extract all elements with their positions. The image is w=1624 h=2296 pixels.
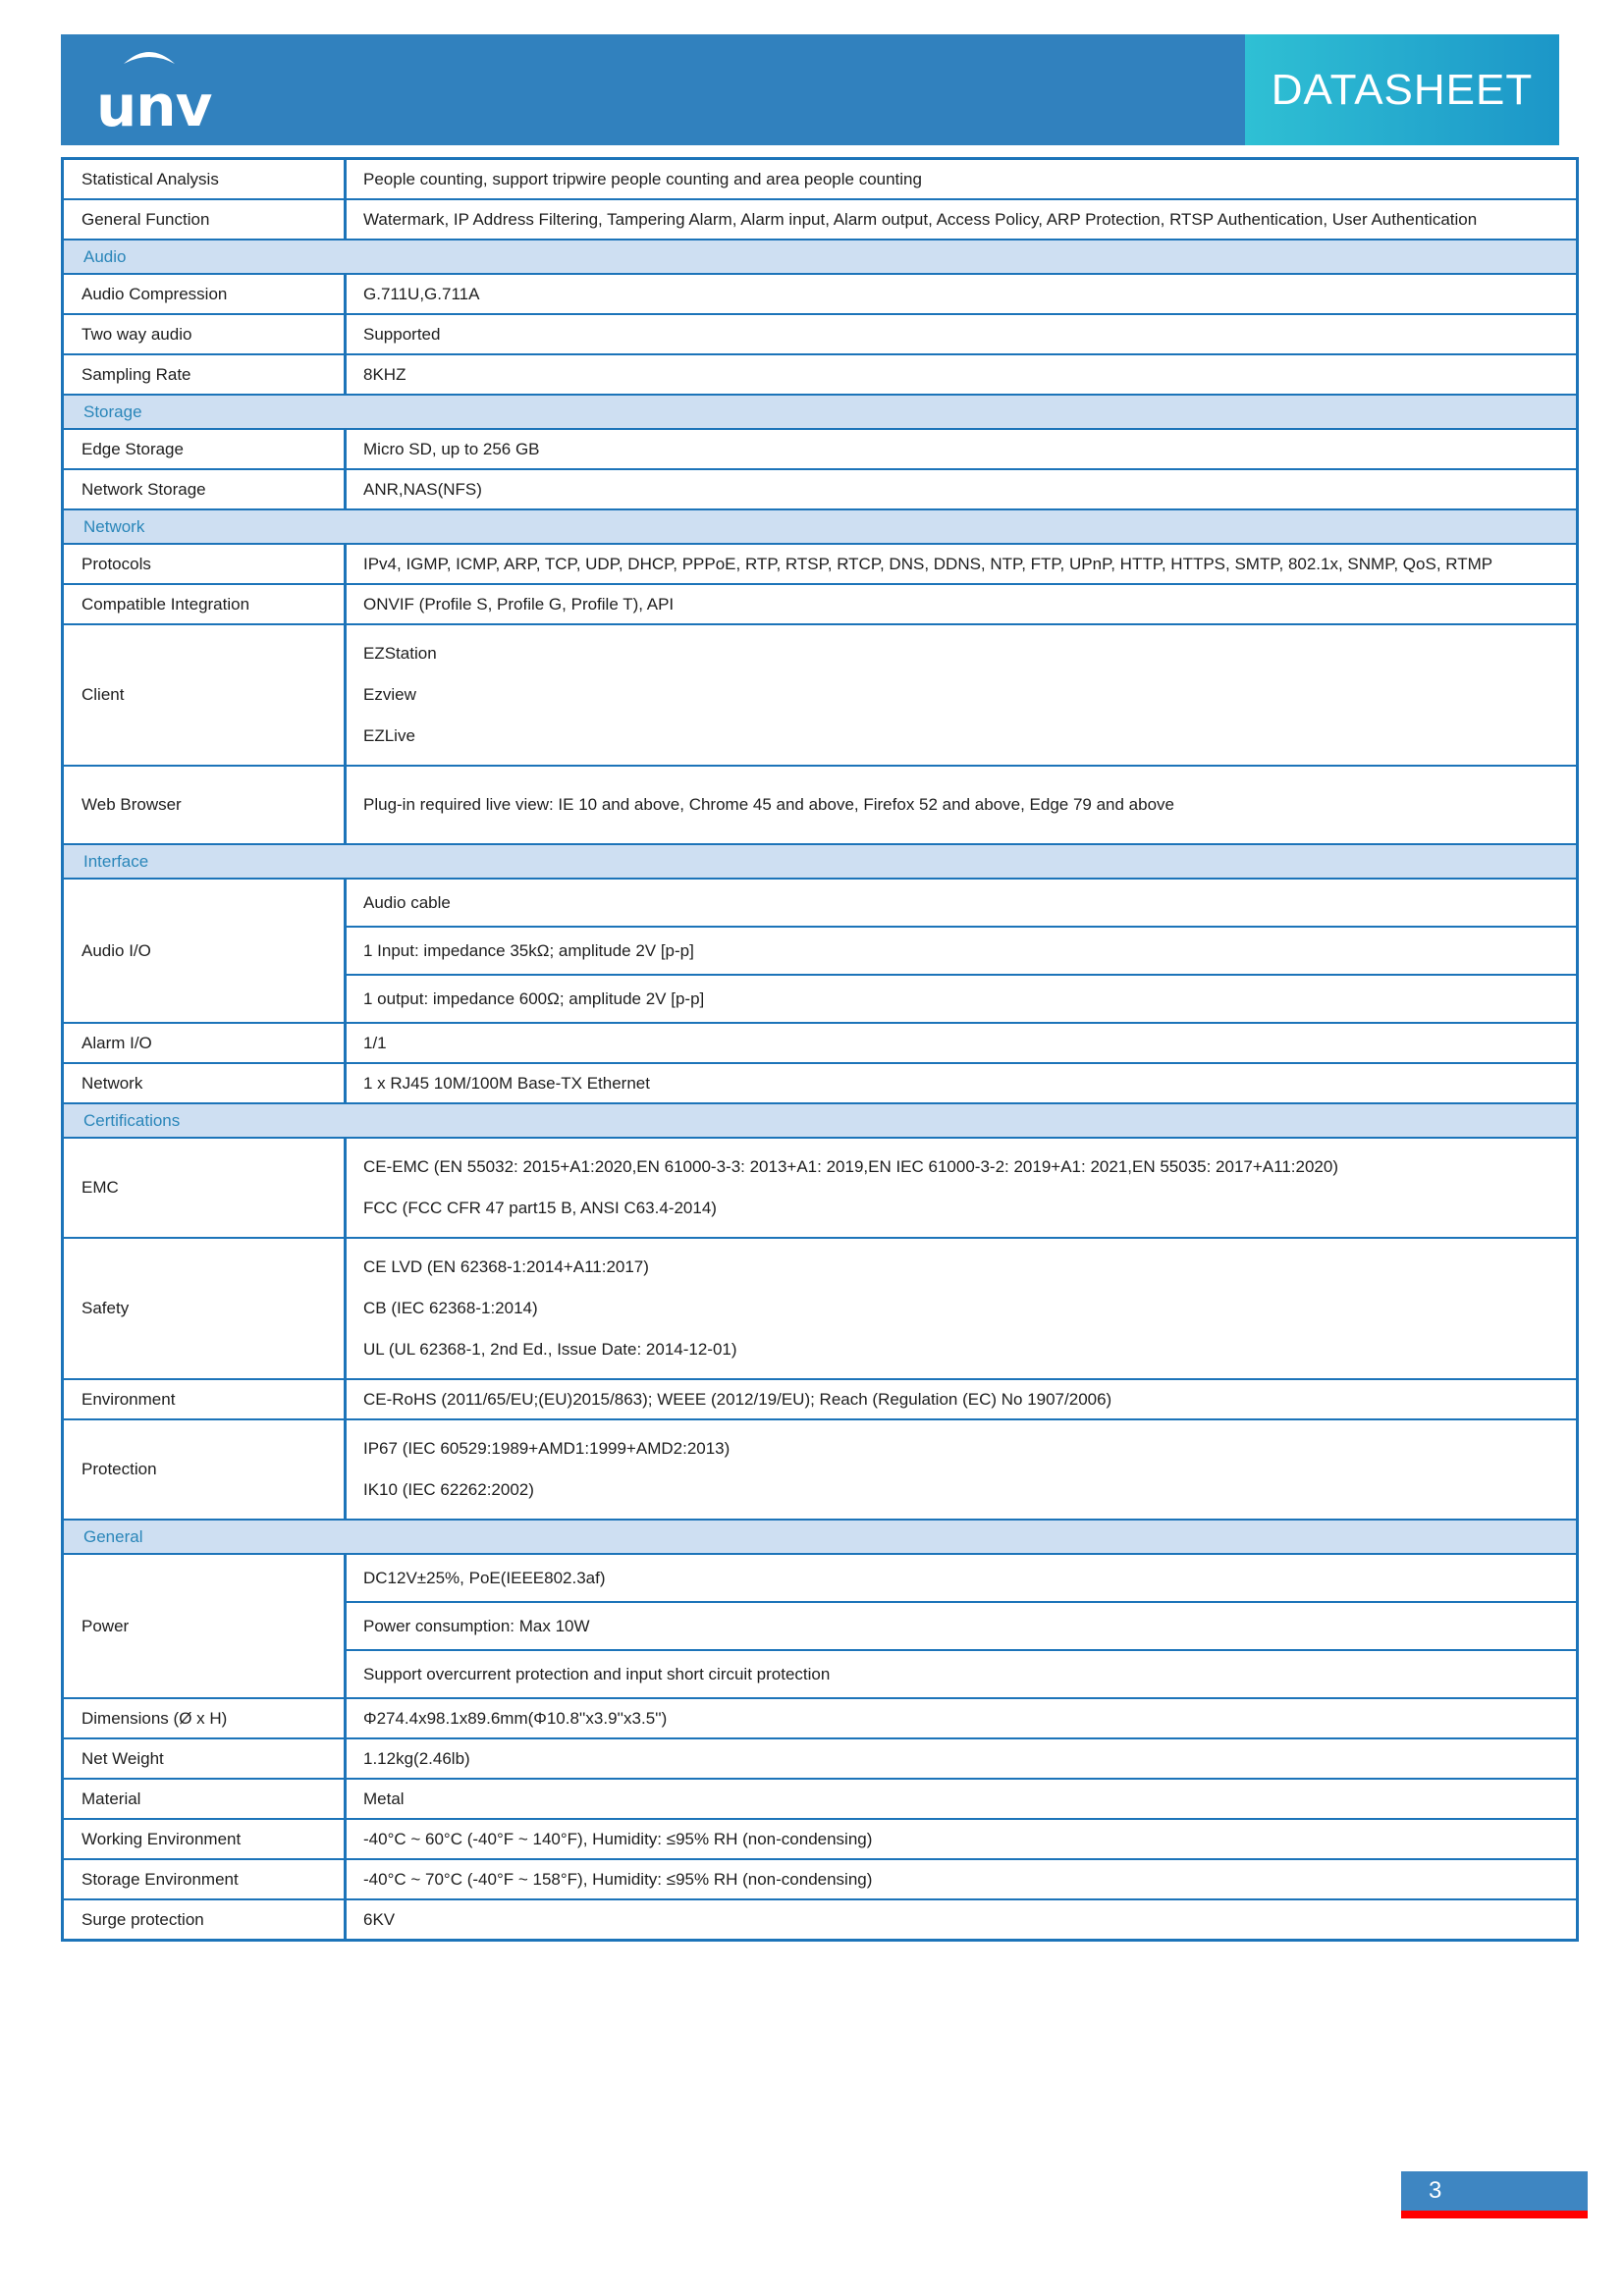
spec-value-cell <box>347 1024 1576 1062</box>
spec-label-cell <box>64 880 347 1022</box>
spec-value: Φ274.4x98.1x89.6mm(Φ10.8''x3.9''x3.5'') <box>363 1708 668 1728</box>
footer-red-bar <box>1401 2211 1588 2218</box>
spec-row <box>64 1778 1576 1818</box>
spec-label: Network <box>81 1073 143 1093</box>
spec-value-cell <box>347 430 1576 468</box>
spec-label-cell <box>64 315 347 353</box>
spec-value: 1 x RJ45 10M/100M Base-TX Ethernet <box>363 1073 650 1093</box>
section-header-row <box>64 394 1576 428</box>
spec-label: Working Environment <box>81 1829 242 1848</box>
logo-text: unv <box>96 73 212 139</box>
spec-row <box>64 273 1576 313</box>
spec-row <box>64 1418 1576 1519</box>
spec-label: Network Storage <box>81 479 206 499</box>
spec-row <box>64 198 1576 239</box>
spec-label: Protection <box>81 1460 157 1478</box>
section-title: General <box>83 1526 143 1546</box>
spec-label-cell <box>64 1064 347 1102</box>
spec-value-cell <box>347 355 1576 394</box>
spec-label-cell <box>64 1780 347 1818</box>
section-header-row <box>64 1102 1576 1137</box>
section-title: Storage <box>83 401 142 421</box>
spec-label-cell <box>64 160 347 198</box>
spec-value-cell <box>347 1860 1576 1898</box>
spec-row <box>64 1062 1576 1102</box>
spec-value: Supported <box>363 324 441 344</box>
spec-value-cell <box>347 1780 1576 1818</box>
spec-value-cell <box>347 1420 1576 1519</box>
section-header-row <box>64 239 1576 273</box>
spec-value-cell <box>347 767 1576 843</box>
spec-label: Audio I/O <box>81 940 151 960</box>
spec-label: EMC <box>81 1178 119 1197</box>
spec-value-line: FCC (FCC CFR 47 part15 B, ANSI C63.4-2014) <box>363 1199 717 1217</box>
spec-row <box>64 583 1576 623</box>
spec-row <box>64 160 1576 198</box>
spec-value-cell <box>347 1064 1576 1102</box>
spec-value-cell <box>347 1699 1576 1737</box>
spec-label-cell <box>64 545 347 583</box>
logo-arc-icon <box>122 46 177 73</box>
spec-row <box>64 468 1576 508</box>
spec-label-cell <box>64 1239 347 1378</box>
spec-value-cell <box>347 880 1576 1022</box>
spec-row <box>64 1737 1576 1778</box>
spec-value-cell <box>347 1380 1576 1418</box>
spec-value-cell <box>347 1739 1576 1778</box>
spec-label: Dimensions (Ø x H) <box>81 1708 228 1728</box>
spec-subvalue: Support overcurrent protection and input short circuit protection <box>347 1649 1576 1697</box>
spec-value-line: EZLive <box>363 726 415 745</box>
spec-row <box>64 623 1576 765</box>
unv-logo <box>96 42 214 140</box>
spec-value: IPv4, IGMP, ICMP, ARP, TCP, UDP, DHCP, PPPoE, RTP, RTSP, RTCP, DNS, DDNS, NTP, FTP, UPnP, HTTP, HTTPS, SMTP, 802.1x, SNMP, QoS, RTMP <box>363 554 1493 573</box>
spec-label: Edge Storage <box>81 439 184 458</box>
spec-value-line: UL (UL 62368-1, 2nd Ed., Issue Date: 2014-12-01) <box>363 1340 737 1359</box>
spec-value-line: CE-EMC (EN 55032: 2015+A1:2020,EN 61000-3-3: 2013+A1: 2019,EN IEC 61000-3-2: 2019+A1: 2021,EN 55035: 2017+A11:2020) <box>363 1157 1338 1176</box>
spec-value-line: CE LVD (EN 62368-1:2014+A11:2017) <box>363 1257 649 1276</box>
spec-label: Surge protection <box>81 1909 204 1929</box>
spec-value: Watermark, IP Address Filtering, Tampering Alarm, Alarm input, Alarm output, Access Policy, ARP Protection, RTSP Authentication, User Authentication <box>363 209 1478 229</box>
spec-value-cell <box>347 585 1576 623</box>
spec-row <box>64 1553 1576 1697</box>
spec-label-cell <box>64 1820 347 1858</box>
spec-value: ONVIF (Profile S, Profile G, Profile T), API <box>363 594 675 614</box>
spec-value: 6KV <box>363 1909 396 1929</box>
spec-subvalue: 1 Input: impedance 35kΩ; amplitude 2V [p-p] <box>347 926 1576 974</box>
spec-label: Alarm I/O <box>81 1033 152 1052</box>
spec-label-cell <box>64 1699 347 1737</box>
spec-label: Protocols <box>81 554 151 573</box>
spec-label: Web Browser <box>81 795 182 814</box>
spec-value: Micro SD, up to 256 GB <box>363 439 540 458</box>
spec-label: Compatible Integration <box>81 594 250 614</box>
section-header-row <box>64 1519 1576 1553</box>
spec-label: Sampling Rate <box>81 364 191 384</box>
spec-value-cell <box>347 1139 1576 1237</box>
spec-label-cell <box>64 1739 347 1778</box>
spec-label-cell <box>64 200 347 239</box>
spec-label: Storage Environment <box>81 1869 239 1889</box>
spec-value-cell <box>347 1900 1576 1939</box>
spec-value: G.711U,G.711A <box>363 284 480 303</box>
spec-row <box>64 1137 1576 1237</box>
section-title: Network <box>83 516 145 536</box>
spec-value-line: Ezview <box>363 685 416 704</box>
spec-value-cell <box>347 315 1576 353</box>
spec-value-cell <box>347 1555 1576 1697</box>
spec-row <box>64 543 1576 583</box>
spec-subvalue: Audio cable <box>363 892 451 912</box>
spec-label-cell <box>64 585 347 623</box>
spec-row <box>64 1378 1576 1418</box>
spec-value: 8KHZ <box>363 364 406 384</box>
spec-label-cell <box>64 470 347 508</box>
spec-value-cell <box>347 625 1576 765</box>
section-header-row <box>64 508 1576 543</box>
spec-value-cell <box>347 470 1576 508</box>
spec-value: CE-RoHS (2011/65/EU;(EU)2015/863); WEEE (2012/19/EU); Reach (Regulation (EC) No 1907/2006) <box>363 1389 1112 1409</box>
spec-subvalue: 1 output: impedance 600Ω; amplitude 2V [p-p] <box>347 974 1576 1022</box>
spec-value-line: IP67 (IEC 60529:1989+AMD1:1999+AMD2:2013) <box>363 1439 731 1458</box>
spec-subvalue: DC12V±25%, PoE(IEEE802.3af) <box>363 1568 606 1587</box>
spec-value-cell <box>347 275 1576 313</box>
spec-value: ANR,NAS(NFS) <box>363 479 482 499</box>
spec-label: General Function <box>81 209 210 229</box>
spec-label: Audio Compression <box>81 284 228 303</box>
datasheet-banner <box>1245 34 1559 145</box>
spec-label-cell <box>64 430 347 468</box>
datasheet-banner-label: DATASHEET <box>1271 65 1534 114</box>
spec-value-line: CB (IEC 62368-1:2014) <box>363 1299 538 1317</box>
spec-row <box>64 1818 1576 1858</box>
spec-subvalue: Power consumption: Max 10W <box>347 1601 1576 1649</box>
spec-label: Statistical Analysis <box>81 169 219 188</box>
spec-label: Safety <box>81 1299 130 1317</box>
spec-value-cell <box>347 1239 1576 1378</box>
spec-row <box>64 1858 1576 1898</box>
spec-label: Two way audio <box>81 324 192 344</box>
section-title: Interface <box>83 851 149 871</box>
spec-value: -40°C ~ 70°C (-40°F ~ 158°F), Humidity: ≤95% RH (non-condensing) <box>363 1869 873 1889</box>
spec-value: Metal <box>363 1789 405 1808</box>
spec-row <box>64 1697 1576 1737</box>
spec-value-line: EZStation <box>363 644 437 663</box>
spec-value-cell <box>347 545 1576 583</box>
spec-label: Net Weight <box>81 1748 164 1768</box>
page-header <box>61 34 1559 145</box>
spec-label: Power <box>81 1616 130 1635</box>
spec-table <box>61 157 1579 1942</box>
spec-label-cell <box>64 1380 347 1418</box>
spec-label-cell <box>64 625 347 765</box>
spec-label-cell <box>64 355 347 394</box>
spec-label: Client <box>81 685 125 704</box>
spec-label-cell <box>64 275 347 313</box>
spec-label-cell <box>64 1555 347 1697</box>
page-number: 3 <box>1429 2177 1442 2204</box>
spec-label: Environment <box>81 1389 176 1409</box>
spec-row <box>64 878 1576 1022</box>
spec-value-line: IK10 (IEC 62262:2002) <box>363 1480 534 1499</box>
spec-row <box>64 1898 1576 1939</box>
spec-label-cell <box>64 767 347 843</box>
spec-label: Material <box>81 1789 141 1808</box>
spec-label-cell <box>64 1420 347 1519</box>
spec-row <box>64 428 1576 468</box>
spec-value: Plug-in required live view: IE 10 and above, Chrome 45 and above, Firefox 52 and above, Edge 79 and above <box>363 795 1174 814</box>
spec-value-cell <box>347 200 1576 239</box>
spec-label-cell <box>64 1024 347 1062</box>
spec-row <box>64 313 1576 353</box>
spec-value-cell <box>347 1820 1576 1858</box>
spec-label-cell <box>64 1860 347 1898</box>
section-title: Certifications <box>83 1110 181 1130</box>
spec-row <box>64 765 1576 843</box>
section-header-row <box>64 843 1576 878</box>
spec-value: -40°C ~ 60°C (-40°F ~ 140°F), Humidity: ≤95% RH (non-condensing) <box>363 1829 873 1848</box>
spec-value: 1/1 <box>363 1033 387 1052</box>
spec-value-cell <box>347 160 1576 198</box>
spec-row <box>64 353 1576 394</box>
spec-label-cell <box>64 1900 347 1939</box>
spec-row <box>64 1237 1576 1378</box>
spec-label-cell <box>64 1139 347 1237</box>
page-number-badge <box>1401 2171 1588 2211</box>
section-title: Audio <box>83 246 127 266</box>
spec-value: People counting, support tripwire people counting and area people counting <box>363 169 922 188</box>
spec-value: 1.12kg(2.46lb) <box>363 1748 470 1768</box>
spec-row <box>64 1022 1576 1062</box>
